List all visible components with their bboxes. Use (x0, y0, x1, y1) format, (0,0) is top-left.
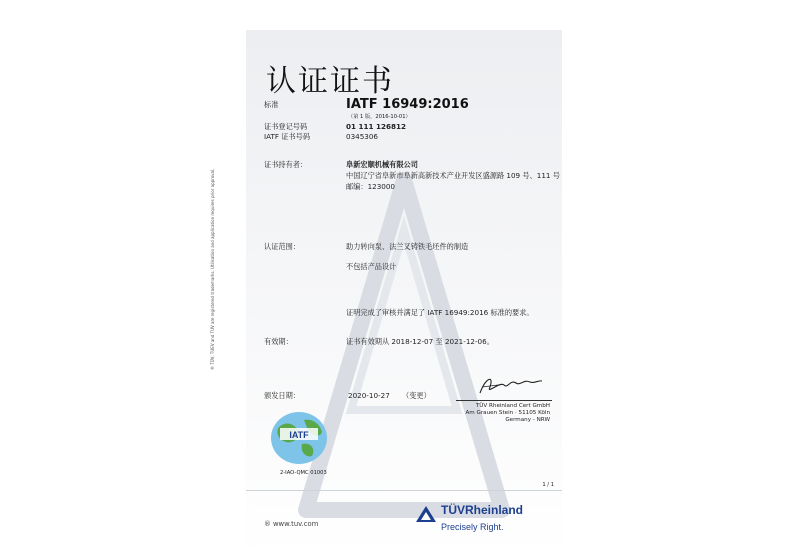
standard-label: 标准 (264, 100, 279, 109)
issue-label: 颁发日期： (264, 391, 300, 400)
edition-note: （第 1 版，2016-10-01） (348, 114, 411, 120)
standard-value: IATF 16949:2016 (346, 97, 469, 112)
reg-no-value: 01 111 126812 (346, 122, 407, 131)
footer-divider (246, 490, 562, 491)
website-link[interactable]: ® www.tuv.com (264, 520, 319, 528)
brand-name: TÜVRheinland (441, 503, 524, 517)
iatf-globe-logo (264, 408, 334, 468)
globe-code: 2-IAO-QMC 01003 (280, 470, 327, 476)
validity-text: 证书有效期从 2018-12-07 至 2021-12-06。 (346, 337, 494, 346)
iatf-logo-lettering: IATF (289, 430, 309, 440)
page-marker: 1 / 1 (542, 482, 554, 488)
issuer-line1: TÜV Rheinland Cert GmbH (475, 403, 550, 409)
trademark-side-text: ® TÜV, TUEV and TUV are registered trademarks. Utilisation and application requires prior approval. (210, 168, 215, 370)
iatf-no-value: 0345306 (346, 132, 379, 141)
tuv-triangle-icon (415, 505, 437, 523)
signature-line (456, 400, 552, 401)
certificate-document (246, 30, 562, 559)
signature (476, 373, 546, 399)
iatf-no-label: IATF 证书号码 (264, 132, 311, 141)
holder-postcode: 邮编：123000 (346, 182, 396, 191)
issuer-line3: Germany - NRW (505, 417, 550, 423)
holder-name: 阜新宏顺机械有限公司 (346, 160, 418, 169)
scope-label: 认证范围： (264, 242, 300, 251)
certificate-title: 认证证书 (266, 64, 394, 99)
statement: 证明完成了审核并满足了 IATF 16949:2016 标准的要求。 (346, 308, 534, 317)
issue-date: 2020-10-27 (348, 391, 390, 400)
validity-label: 有效期： (264, 337, 293, 346)
brand-tagline: Precisely Right. (441, 522, 504, 532)
scope-text: 助力转向泵、法兰叉铸铁毛坯件的制造 (346, 242, 469, 251)
holder-address: 中国辽宁省阜新市阜新高新技术产业开发区盛源路 109 号、111 号 (346, 171, 560, 180)
holder-label: 证书持有者： (264, 160, 308, 169)
issue-note: （变更） (402, 391, 431, 400)
reg-no-label: 证书登记号码 (264, 122, 308, 131)
scope-exclusion: 不包括产品设计 (346, 262, 397, 271)
issuer-line2: Am Grauen Stein · 51105 Köln (465, 410, 550, 416)
